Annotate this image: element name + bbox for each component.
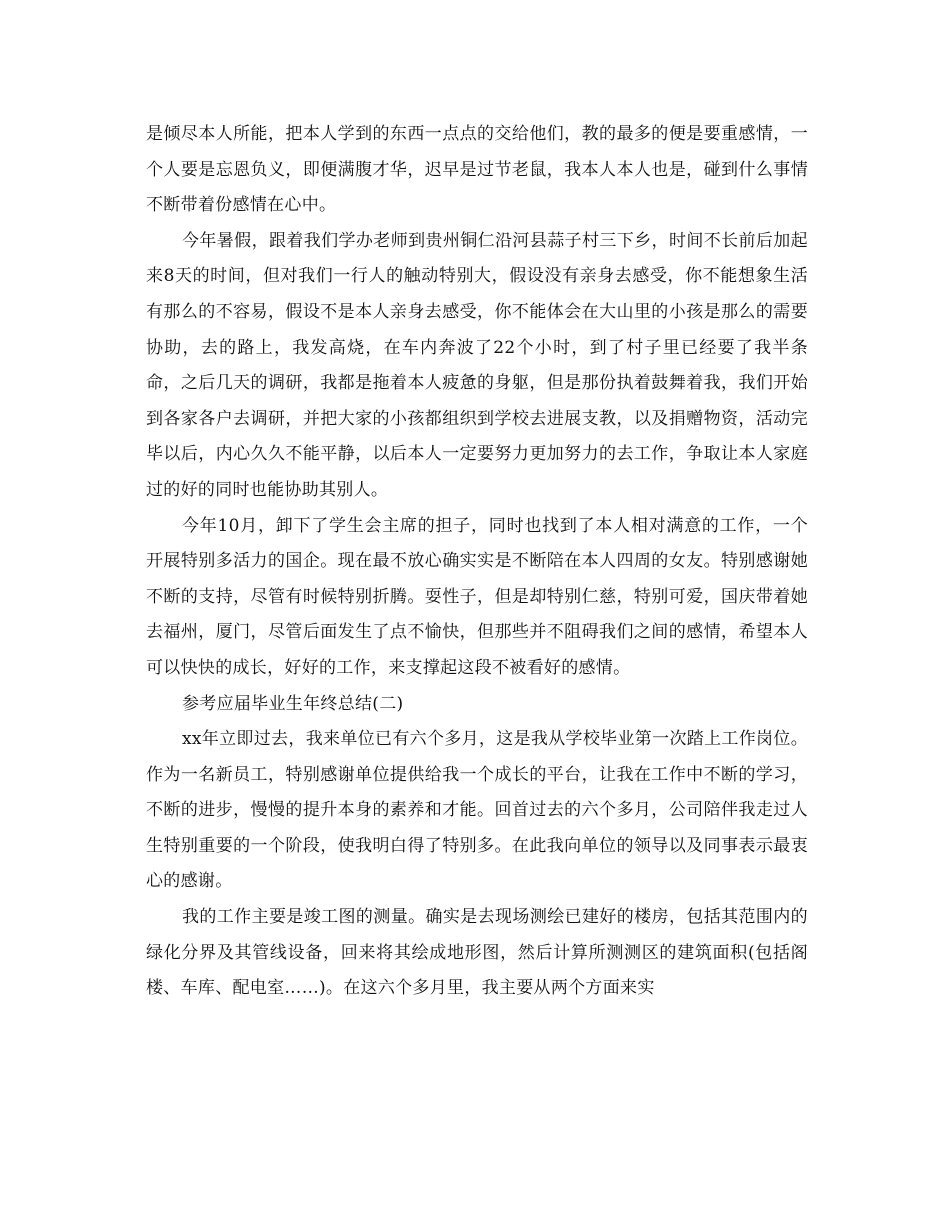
section-heading: 参考应届毕业生年终总结(二) (182, 693, 404, 714)
paragraph-1: 是倾尽本人所能，把本人学到的东西一点点的交给他们，教的最多的便是要重感情，一个人要是忘恩负义，即便满腹才华，迟早是过节老鼠，我本人本人也是，碰到什么事情不断带着份感情在心中。 (146, 124, 808, 216)
paragraph-3: 今年10月，卸下了学生会主席的担子，同时也找到了本人相对满意的工作，一个开展特别多活力的国企。现在最不放心确实实是不断陪在本人四周的女友。特别感谢她不断的支持，尽管有时候特别折腾。耍性子，但是却特别仁慈，特别可爱，国庆带着她去福州，厦门，尽管后面发生了点不愉快，但那些并不阻碍我们之间的感情，希望本人可以快快的成长，好好的工作，来支撑起这段不被看好的感情。 (146, 515, 808, 678)
document-body (146, 117, 808, 1007)
paragraph-2: 今年暑假，跟着我们学办老师到贵州铜仁沿河县蒜子村三下乡，时间不长前后加起来8天的时间，但对我们一行人的触动特别大，假设没有亲身去感受，你不能想象生活有那么的不容易，假设不是本人亲身去感受，你不能体会在大山里的小孩是那么的需要协助，去的路上，我发高烧，在车内奔波了22个小时，到了村子里已经要了我半条命，之后几天的调研，我都是拖着本人疲惫的身躯，但是那份执着鼓舞着我，我们开始到各家各户去调研，并把大家的小孩都组织到学校去进展支教，以及捐赠物资，活动完毕以后，内心久久不能平静，以后本人一定要努力更加努力的去工作，争取让本人家庭过的好的同时也能协助其别人。 (146, 230, 808, 500)
paragraph-4: xx年立即过去，我来单位已有六个多月，这是我从学校毕业第一次踏上工作岗位。作为一名新员工，特别感谢单位提供给我一个成长的平台，让我在工作中不断的学习，不断的进步，慢慢的提升本身的素养和才能。回首过去的六个多月，公司陪伴我走过人生特别重要的一个阶段，使我明白得了特别多。在此我向单位的领导以及同事表示最衷心的感谢。 (146, 729, 808, 892)
paragraph-5: 我的工作主要是竣工图的测量。确实是去现场测绘已建好的楼房，包括其范围内的绿化分界及其管线设备，回来将其绘成地形图，然后计算所测测区的建筑面积(包括阁楼、车库、配电室……)。在这六个多月里，我主要从两个方面来实 (146, 907, 808, 999)
